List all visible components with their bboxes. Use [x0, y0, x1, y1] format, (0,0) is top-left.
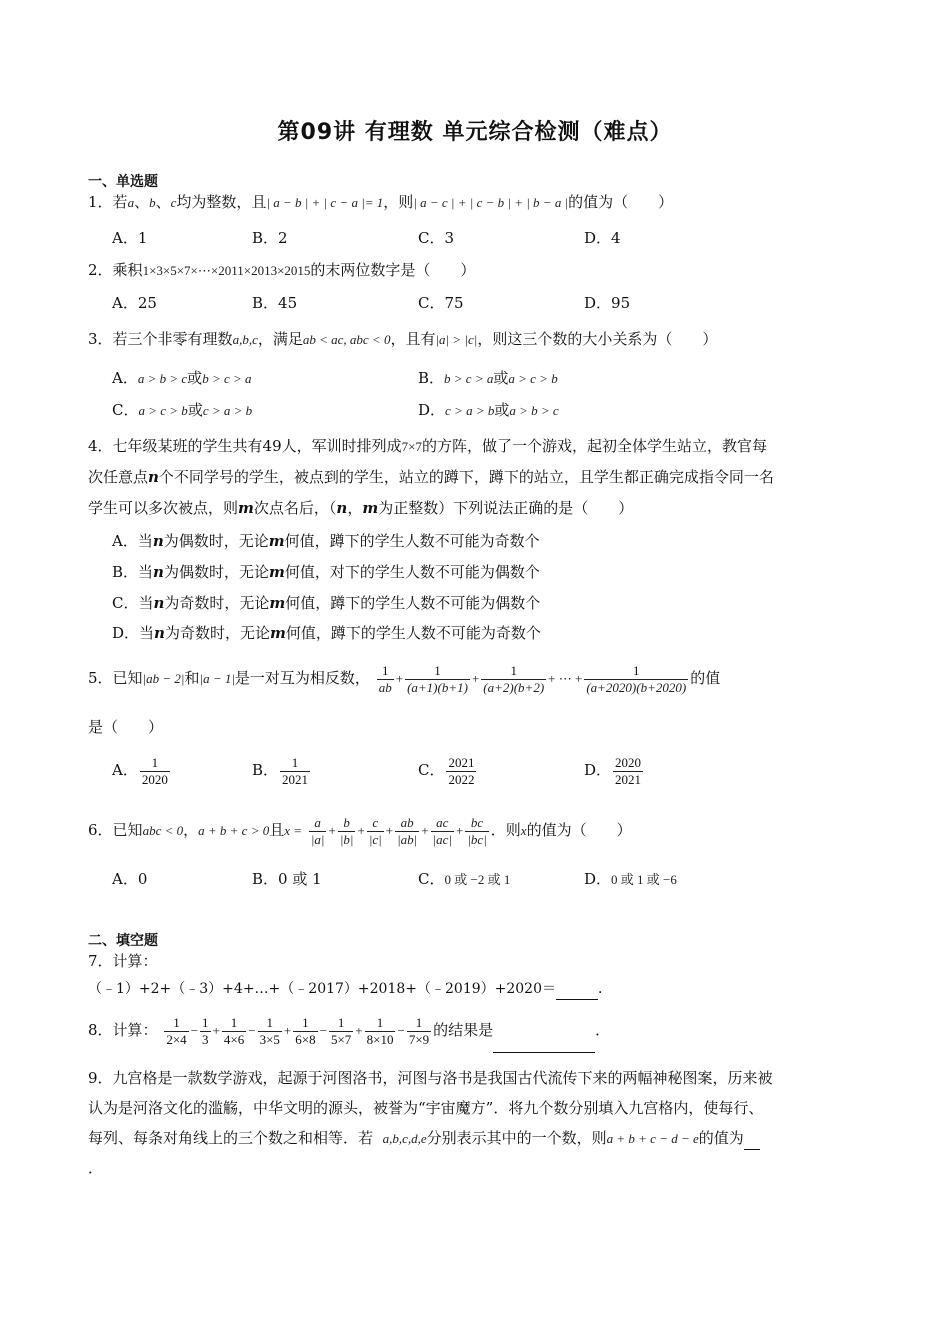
option-text: 或	[187, 369, 203, 387]
math-expression: b > c > a	[444, 371, 494, 386]
option-label: C．	[418, 870, 445, 888]
denominator: 8×10	[366, 1031, 394, 1047]
option-text: 何值，对下的学生人数不可能为偶数个	[284, 563, 540, 581]
math-expression: 1×3×5×7×⋯×2011×2013×2015	[142, 263, 311, 278]
denominator: |ac|	[432, 831, 452, 847]
option-b	[418, 367, 558, 390]
math-expression: + ⋯ +	[548, 671, 583, 686]
question-number: 8．	[88, 1021, 113, 1039]
question-text: ．则	[490, 821, 521, 839]
numerator: 1	[230, 1014, 238, 1030]
math-expression: ab < ac, abc < 0	[302, 332, 391, 347]
question-text: 的结果是	[433, 1021, 494, 1039]
question-1	[88, 191, 864, 214]
math-expression: a + b + c > 0	[198, 823, 270, 838]
option-label: C．	[418, 761, 445, 779]
numerator: 1	[151, 754, 159, 770]
math-expression: c > a > b	[202, 403, 253, 418]
question-text: 若	[112, 193, 128, 211]
question-text: ．	[598, 981, 612, 997]
option-b	[252, 748, 312, 792]
question-8: 8．计算： $\frac{1}{2\times 4}$ − $\frac{1}{3}$ + $\frac{1}{4\times 6}$ − $\frac{1}{3\times 5}$ + $\frac{1}{6\times 8}$ − $\frac{1}{5\times 7}$ + $\frac{1}{8\times 10}$ − $\frac{1}{7\times 9}$ 的结果是 ．	[88, 1008, 864, 1053]
math-expression: a + b + c − d − e	[606, 1131, 699, 1146]
fraction	[446, 755, 476, 788]
question-text: 、	[134, 193, 150, 211]
question-text: ，且有	[390, 330, 436, 348]
fraction	[584, 663, 688, 696]
option-b: B．2	[252, 229, 288, 247]
question-text: 且	[269, 821, 285, 839]
math-expression: （﹣1）+2+（﹣3）+4+…+（﹣2017）+2018+（﹣2019）+2020＝	[88, 981, 556, 997]
fraction	[164, 1015, 188, 1048]
math-var: x	[520, 823, 527, 838]
question-text: 分别表示其中的一个数，则	[426, 1129, 607, 1147]
section-heading-single-choice: 一、单选题	[88, 174, 158, 190]
math-var: a	[127, 195, 135, 210]
answer-blank[interactable]	[744, 1131, 760, 1150]
answer-blank[interactable]	[556, 981, 598, 1000]
option-b: B．0 或 1	[252, 870, 322, 888]
question-text: 计算：	[112, 952, 158, 970]
question-3	[88, 328, 864, 351]
math-var: n	[336, 499, 348, 517]
option-a	[112, 530, 540, 552]
option-text: 为偶数时，无论	[163, 563, 269, 581]
numerator: 1	[415, 1014, 423, 1030]
math-expression: |ab − 2|	[142, 671, 185, 686]
option-c: C．75	[418, 294, 464, 312]
option-c	[112, 592, 540, 614]
question-text: 的末两位数字是（ ）	[310, 261, 476, 279]
fraction	[431, 815, 454, 848]
question-text: ，满足	[257, 330, 303, 348]
option-c	[418, 748, 478, 792]
math-expression: a > b > c	[509, 403, 559, 418]
denominator: 2020	[141, 771, 168, 787]
denominator: |a|	[310, 831, 325, 847]
question-number: 4．	[88, 437, 113, 455]
option-d: D．95	[584, 294, 631, 312]
question-number: 2．	[88, 261, 113, 279]
question-2	[88, 259, 864, 282]
option-d	[584, 868, 677, 891]
denominator: 4×6	[223, 1031, 245, 1047]
question-number: 1．	[88, 193, 113, 211]
option-c	[418, 868, 510, 891]
numerator: 1	[434, 662, 441, 678]
question-4-line-3	[88, 497, 864, 519]
math-expression: a > c > b	[508, 371, 558, 386]
option-text: C．当	[112, 594, 154, 612]
numerator: 1	[633, 662, 640, 678]
option-label: B．	[252, 761, 279, 779]
question-text: 每列、每条对角线上的三个数之和相等．若	[88, 1129, 374, 1147]
option-a	[112, 367, 252, 390]
option-text: B．当	[112, 563, 154, 581]
option-label: D．	[584, 870, 612, 888]
option-b	[112, 561, 540, 583]
question-text: 个不同学号的学生，被点到的学生，站立的蹲下，蹲下的站立，且学生都正确完成指令同一名	[158, 468, 774, 486]
option-a: A．1	[112, 229, 148, 247]
option-c	[112, 399, 252, 422]
math-var: n	[153, 594, 165, 612]
option-label: B．	[418, 369, 445, 387]
question-text: 学生可以多次被点，则	[88, 499, 239, 517]
denominator: 2021	[615, 771, 642, 787]
math-expression: x =	[284, 823, 303, 838]
denominator: 5×7	[330, 1031, 352, 1047]
option-text: A．当	[112, 532, 153, 550]
math-expression: | a − b | + | c − a |= 1	[266, 195, 384, 210]
math-expression: b > c > a	[202, 371, 252, 386]
option-label: A．	[112, 761, 138, 779]
math-var: n	[154, 624, 165, 642]
numerator: 1	[302, 1014, 309, 1030]
question-text: 的方阵，做了一个游戏，起初全体学生站立，教官每	[421, 437, 767, 455]
numerator: 1	[173, 1014, 180, 1030]
question-5: 5．已知|ab − 2|和|a − 1|是一对互为相反数， $\frac{1}{ab}$ + $\frac{1}{(a+1)(b+1)}$ + $\frac{1}{(a+2)(b+2)}$ + ⋯ + $\frac{1}{(a+2020)(b+2020)}$ 的值	[88, 662, 721, 695]
math-var: b	[149, 195, 156, 210]
denominator: 6×8	[295, 1031, 316, 1047]
option-c: C．3	[418, 229, 455, 247]
question-text: 若三个非零有理数	[112, 330, 233, 348]
question-text: ．	[595, 1021, 611, 1039]
option-label: D．	[418, 401, 446, 419]
fraction	[395, 815, 419, 848]
numerator: b	[343, 814, 350, 830]
fraction	[309, 815, 327, 848]
math-expression: 7×7	[401, 439, 422, 454]
math-var: m	[269, 624, 286, 642]
denominator: 2×4	[166, 1031, 187, 1047]
fraction	[280, 755, 310, 788]
option-text: 何值，蹲下的学生人数不可能为奇数个	[284, 532, 540, 550]
option-a: A．0	[112, 870, 148, 888]
denominator: |b|	[339, 831, 354, 847]
option-b: B．45	[252, 294, 298, 312]
option-d	[112, 622, 541, 644]
option-text: 何值，蹲下的学生人数不可能为偶数个	[285, 594, 541, 612]
fraction	[200, 1015, 211, 1048]
fraction	[613, 755, 643, 788]
question-text: 是一对互为相反数，	[234, 669, 370, 687]
question-5-line-2: 是（ ）	[88, 718, 164, 736]
math-var: m	[238, 499, 254, 517]
fraction	[338, 815, 356, 848]
denominator: |bc|	[467, 831, 487, 847]
math-expression: |a| > |c|	[435, 332, 478, 347]
fraction	[481, 663, 546, 696]
question-7	[88, 950, 864, 972]
math-expression: |a − 1|	[199, 671, 235, 686]
math-expression: a,b,c	[232, 332, 258, 347]
option-text: 0 或 −2 或 1	[444, 872, 511, 887]
denominator: 2022	[448, 771, 475, 787]
option-text: 0 或 1 或 −6	[611, 872, 677, 887]
option-d	[584, 748, 645, 792]
math-expression: a > b > c	[137, 371, 188, 386]
numerator: 1	[202, 1014, 209, 1030]
question-9-line-4: ．	[88, 1159, 104, 1177]
numerator: 1	[291, 754, 299, 770]
math-var: m	[268, 563, 285, 581]
question-text: 已知	[112, 821, 143, 839]
numerator: 1	[266, 1014, 273, 1030]
numerator: 1	[381, 662, 389, 678]
question-text: ，	[183, 821, 199, 839]
fraction	[365, 1015, 396, 1048]
numerator: a	[314, 814, 321, 830]
option-text: 或	[187, 401, 203, 419]
option-text: 或	[493, 369, 509, 387]
math-expression: a > c > b	[138, 403, 188, 418]
fraction	[140, 755, 170, 788]
question-6: 6．已知abc < 0，a + b + c > 0且x = $\frac{a}{|a|}$ + $\frac{b}{|b|}$ + $\frac{c}{|c|}$ + $\frac{ab}{|ab|}$ + $\frac{ac}{|ac|}$ + $\frac{bc}{|bc|}$ ．则x的值为（ ）	[88, 814, 632, 847]
question-9-line-2: 认为是河洛文化的滥觞，中华文明的源头，被誉为“宇宙魔方”．将九个数分别填入九宫格内，使每行、	[88, 1099, 764, 1117]
question-9-line-1	[88, 1067, 864, 1089]
option-a: A．25	[112, 294, 157, 312]
question-number: 3．	[88, 330, 113, 348]
math-expression: | a − c | + | c − b | + | b − a |	[413, 195, 569, 210]
question-text: 和	[184, 669, 200, 687]
section-heading-fill-blank: 二、填空题	[88, 933, 158, 949]
question-text: 的值为（ ）	[526, 821, 632, 839]
fraction	[377, 663, 394, 696]
question-number: 7．	[88, 952, 113, 970]
fraction	[293, 1015, 317, 1048]
question-text: 次点名后，（	[253, 499, 337, 517]
fraction	[258, 1015, 282, 1048]
option-text: 或	[494, 401, 510, 419]
question-7-expression	[88, 978, 864, 1000]
denominator: (a+2)(b+2)	[483, 679, 545, 695]
math-expression: abc < 0	[142, 823, 184, 838]
question-text: ，	[347, 499, 363, 517]
denominator: 3×5	[259, 1031, 280, 1047]
fraction	[465, 815, 488, 848]
option-a	[112, 748, 172, 792]
question-number: 9．	[88, 1069, 113, 1087]
math-expression: c > a > b	[445, 403, 495, 418]
numerator: 1	[510, 662, 517, 678]
question-text: 的值为	[698, 1129, 744, 1147]
question-text: 的值为（ ）	[568, 193, 674, 211]
question-text: 、	[155, 193, 171, 211]
numerator: 1	[376, 1014, 384, 1030]
question-number: 5．	[88, 669, 113, 687]
denominator: |ab|	[397, 831, 418, 847]
option-label: C．	[112, 401, 139, 419]
option-label: A．	[112, 369, 138, 387]
question-4-line-1	[88, 435, 864, 458]
numerator: 2021	[448, 754, 475, 770]
question-text: 次任意点	[88, 468, 149, 486]
denominator: (a+1)(b+1)	[407, 679, 468, 695]
math-var: n	[152, 532, 164, 550]
math-var: m	[268, 532, 285, 550]
answer-blank[interactable]	[493, 1026, 595, 1053]
math-var: n	[153, 563, 164, 581]
option-label: D．	[584, 761, 612, 779]
denominator: (a+2020)(b+2020)	[586, 679, 687, 695]
option-text: 为偶数时，无论	[163, 532, 269, 550]
option-text: D．当	[112, 624, 155, 642]
option-d	[418, 399, 559, 422]
math-var: m	[362, 499, 379, 517]
question-text: 乘积	[112, 261, 143, 279]
fraction	[407, 1015, 431, 1048]
question-text: 的值	[690, 669, 721, 687]
option-text: 为奇数时，无论	[164, 624, 270, 642]
denominator: ab	[378, 679, 392, 695]
numerator: c	[372, 814, 379, 830]
question-text: ，则	[383, 193, 414, 211]
denominator: 3	[202, 1031, 209, 1047]
question-text: 均为整数，且	[176, 193, 267, 211]
question-text: 九宫格是一款数学游戏，起源于河图洛书，河图与洛书是我国古代流传下来的两幅神秘图案，历来被	[112, 1069, 773, 1087]
numerator: ab	[400, 814, 414, 830]
question-4-line-2	[88, 466, 864, 488]
question-text: 已知	[112, 669, 143, 687]
denominator: 7×9	[408, 1031, 430, 1047]
option-text: 何值，蹲下的学生人数不可能为奇数个	[285, 624, 541, 642]
numerator: bc	[470, 814, 484, 830]
question-9-line-3	[88, 1127, 864, 1150]
question-number: 6．	[88, 821, 113, 839]
math-var: c	[170, 195, 177, 210]
fraction	[329, 1015, 353, 1048]
math-expression: a,b,c,d,e	[382, 1131, 427, 1146]
question-text: 七年级某班的学生共有49人，军训时排列成	[112, 437, 402, 455]
question-text: ，则这三个数的大小关系为（ ）	[477, 330, 718, 348]
numerator: ac	[436, 814, 449, 830]
math-var: m	[269, 594, 286, 612]
fraction	[367, 815, 384, 848]
denominator: |c|	[368, 831, 382, 847]
math-var: n	[148, 468, 159, 486]
question-text: 为正整数）下列说法正确的是（ ）	[378, 499, 634, 517]
question-text: 计算：	[112, 1021, 158, 1039]
numerator: 2020	[615, 754, 642, 770]
option-d: D．4	[584, 229, 621, 247]
fraction	[222, 1015, 246, 1048]
numerator: 1	[337, 1014, 345, 1030]
option-text: 为奇数时，无论	[164, 594, 270, 612]
fraction	[405, 663, 470, 696]
page-title: 第09讲 有理数 单元综合检测（难点）	[277, 120, 673, 145]
denominator: 2021	[282, 771, 309, 787]
